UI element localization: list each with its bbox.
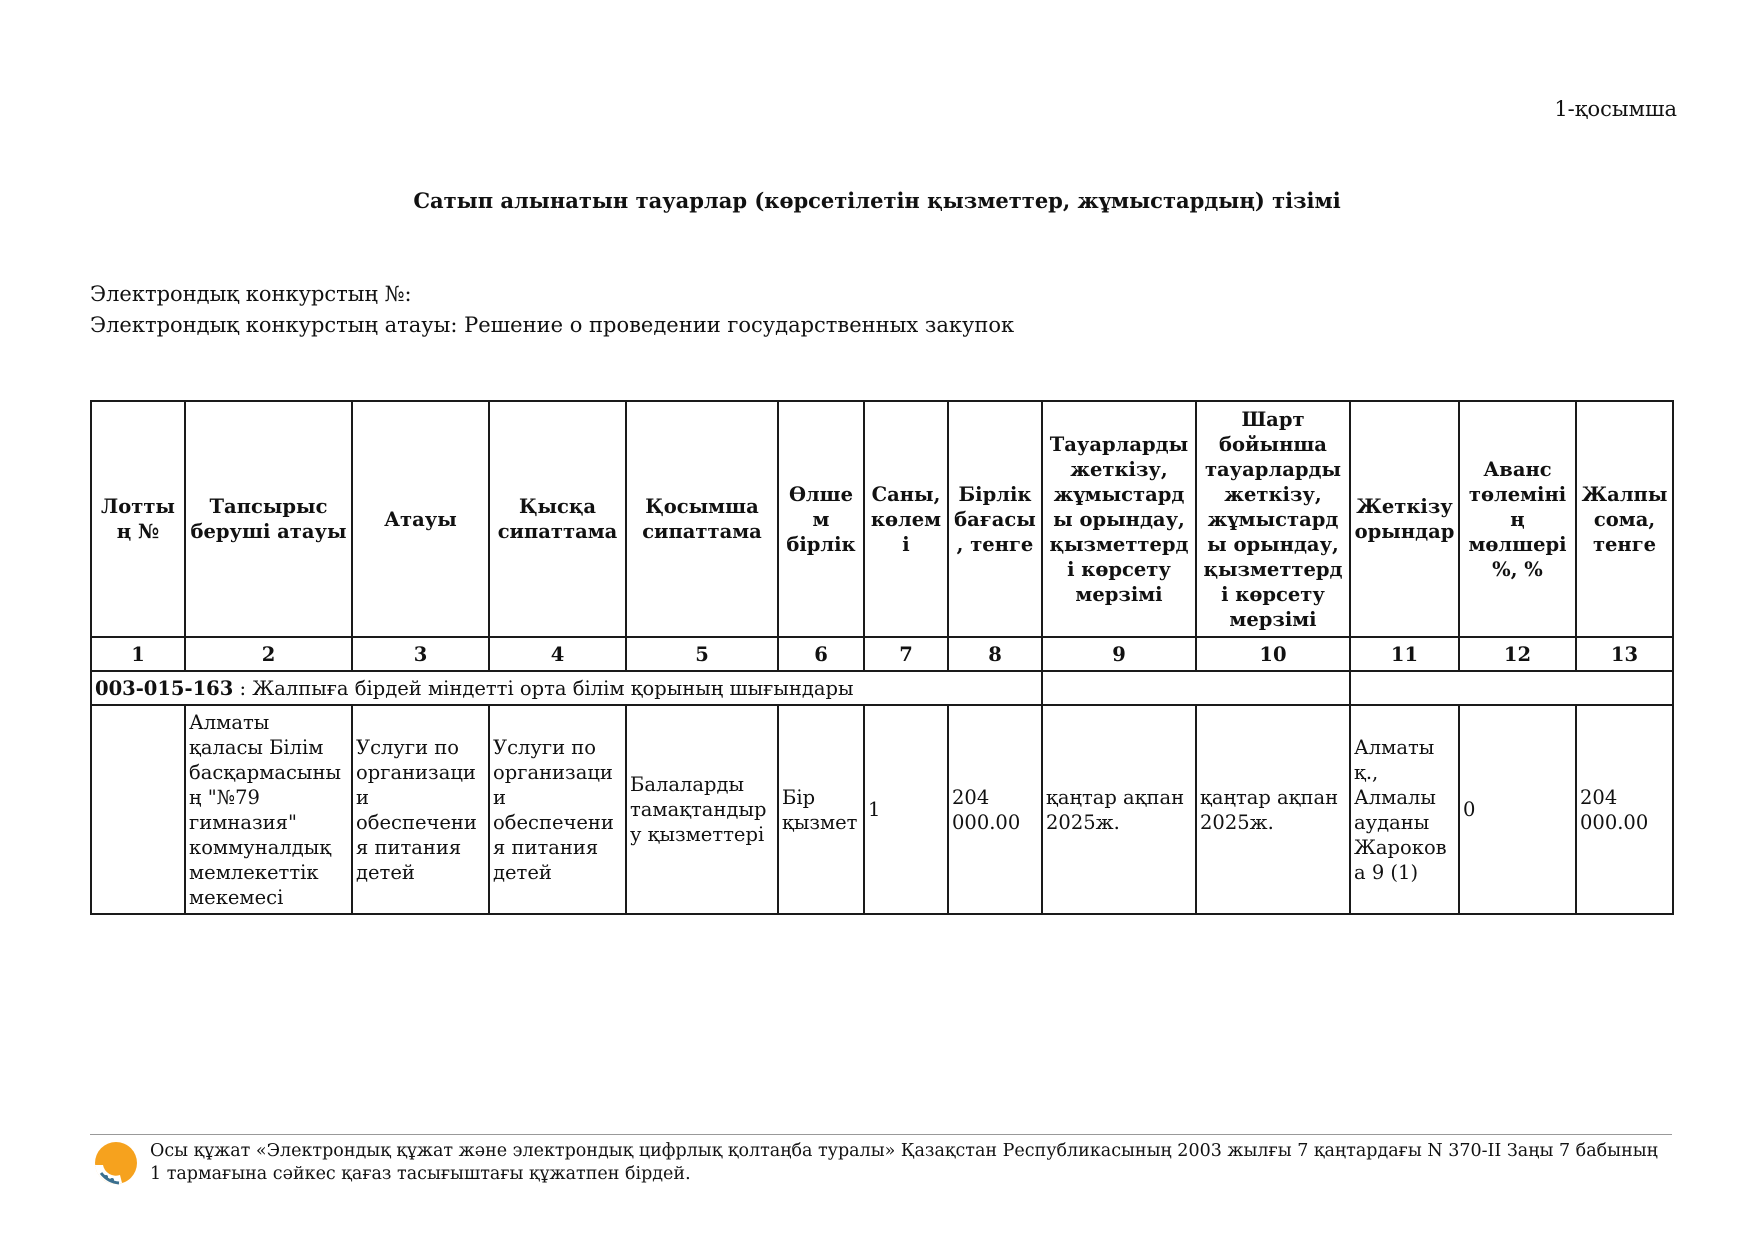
column-number: 7: [864, 637, 948, 671]
cell-contract-term: қаңтар ақпан 2025ж.: [1196, 705, 1350, 914]
column-number: 11: [1350, 637, 1459, 671]
column-header-customer: Тапсырыс беруші атауы: [185, 401, 352, 637]
cell-total: 204 000.00: [1576, 705, 1673, 914]
appendix-label: 1-қосымша: [1554, 97, 1677, 121]
budget-section-cell: [91, 671, 1042, 705]
table-row: [91, 705, 1673, 914]
column-header-unit: Өлшем бірлік: [778, 401, 864, 637]
budget-section-row: [91, 671, 1673, 705]
column-number: 6: [778, 637, 864, 671]
footer-divider: [90, 1134, 1672, 1135]
cell-advance: 0: [1459, 705, 1576, 914]
column-header-unit-price: Бірлік бағасы, тенге: [948, 401, 1042, 637]
budget-description: : Жалпыға бірдей міндетті орта білім қорының шығындары: [233, 676, 854, 700]
contest-number: Электрондық конкурстың №:: [90, 282, 412, 306]
column-number: 12: [1459, 637, 1576, 671]
column-number: 9: [1042, 637, 1196, 671]
column-number: 8: [948, 637, 1042, 671]
empty-cell: [1350, 671, 1673, 705]
column-header-contract-term: Шарт бойынша тауарларды жеткізу, жұмыстарды орындау, қызметтерді көрсету мерзімі: [1196, 401, 1350, 637]
empty-cell: [1042, 671, 1350, 705]
column-header-lot: Лоттың №: [91, 401, 185, 637]
lots-table: [90, 400, 1674, 915]
contest-name: Электрондық конкурстың атауы: Решение о проведении государственных закупок: [90, 313, 1015, 337]
document-title: Сатып алынатын тауарлар (көрсетілетін қызметтер, жұмыстардың) тізімі: [413, 188, 1341, 213]
cell-customer: Алматы қаласы Білім басқармасының "№79 гимназия" коммуналдық мемлекеттік мекемесі: [185, 705, 352, 914]
column-number: 1: [91, 637, 185, 671]
cell-place: Алматы қ., Алмалы ауданы Жарокова 9 (1): [1350, 705, 1459, 914]
header-row: [91, 401, 1673, 637]
column-number: 5: [626, 637, 778, 671]
budget-code: 003-015-163: [95, 676, 234, 700]
column-header-total: Жалпы сома, тенге: [1576, 401, 1673, 637]
cell-name: Услуги по организации обеспечения питания детей: [352, 705, 489, 914]
footer-legal-text: Осы құжат «Электрондық құжат және электрондық цифрлық қолтаңба туралы» Қазақстан Республикасының 2003 жылғы 7 қаңтардағы N 370-II Заңы 7 бабының 1 тармағына сәйкес қағаз тасығыштағы құжатпен бірдей.: [150, 1141, 1658, 1184]
column-number: 2: [185, 637, 352, 671]
column-number: 13: [1576, 637, 1673, 671]
column-number: 4: [489, 637, 626, 671]
cell-unit-price: 204 000.00: [948, 705, 1042, 914]
column-header-advance: Аванс төлемінің мөлшері %, %: [1459, 401, 1576, 637]
cell-qty: 1: [864, 705, 948, 914]
column-header-extra-desc: Қосымша сипаттама: [626, 401, 778, 637]
egov-sun-logo-icon: [92, 1139, 142, 1189]
column-header-place: Жеткізу орындар: [1350, 401, 1459, 637]
column-header-name: Атауы: [352, 401, 489, 637]
column-header-short-desc: Қысқа сипаттама: [489, 401, 626, 637]
cell-unit: Бір қызмет: [778, 705, 864, 914]
cell-lot: [91, 705, 185, 914]
cell-delivery-term: қаңтар ақпан 2025ж.: [1042, 705, 1196, 914]
cell-short-desc: Услуги по организации обеспечения питания детей: [489, 705, 626, 914]
cell-extra-desc: Балаларды тамақтандыру қызметтері: [626, 705, 778, 914]
column-number: 3: [352, 637, 489, 671]
column-header-qty: Саны, көлемі: [864, 401, 948, 637]
column-number: 10: [1196, 637, 1350, 671]
column-number-row: [91, 637, 1673, 671]
column-header-delivery-term: Тауарларды жеткізу, жұмыстарды орындау, қызметтерді көрсету мерзімі: [1042, 401, 1196, 637]
